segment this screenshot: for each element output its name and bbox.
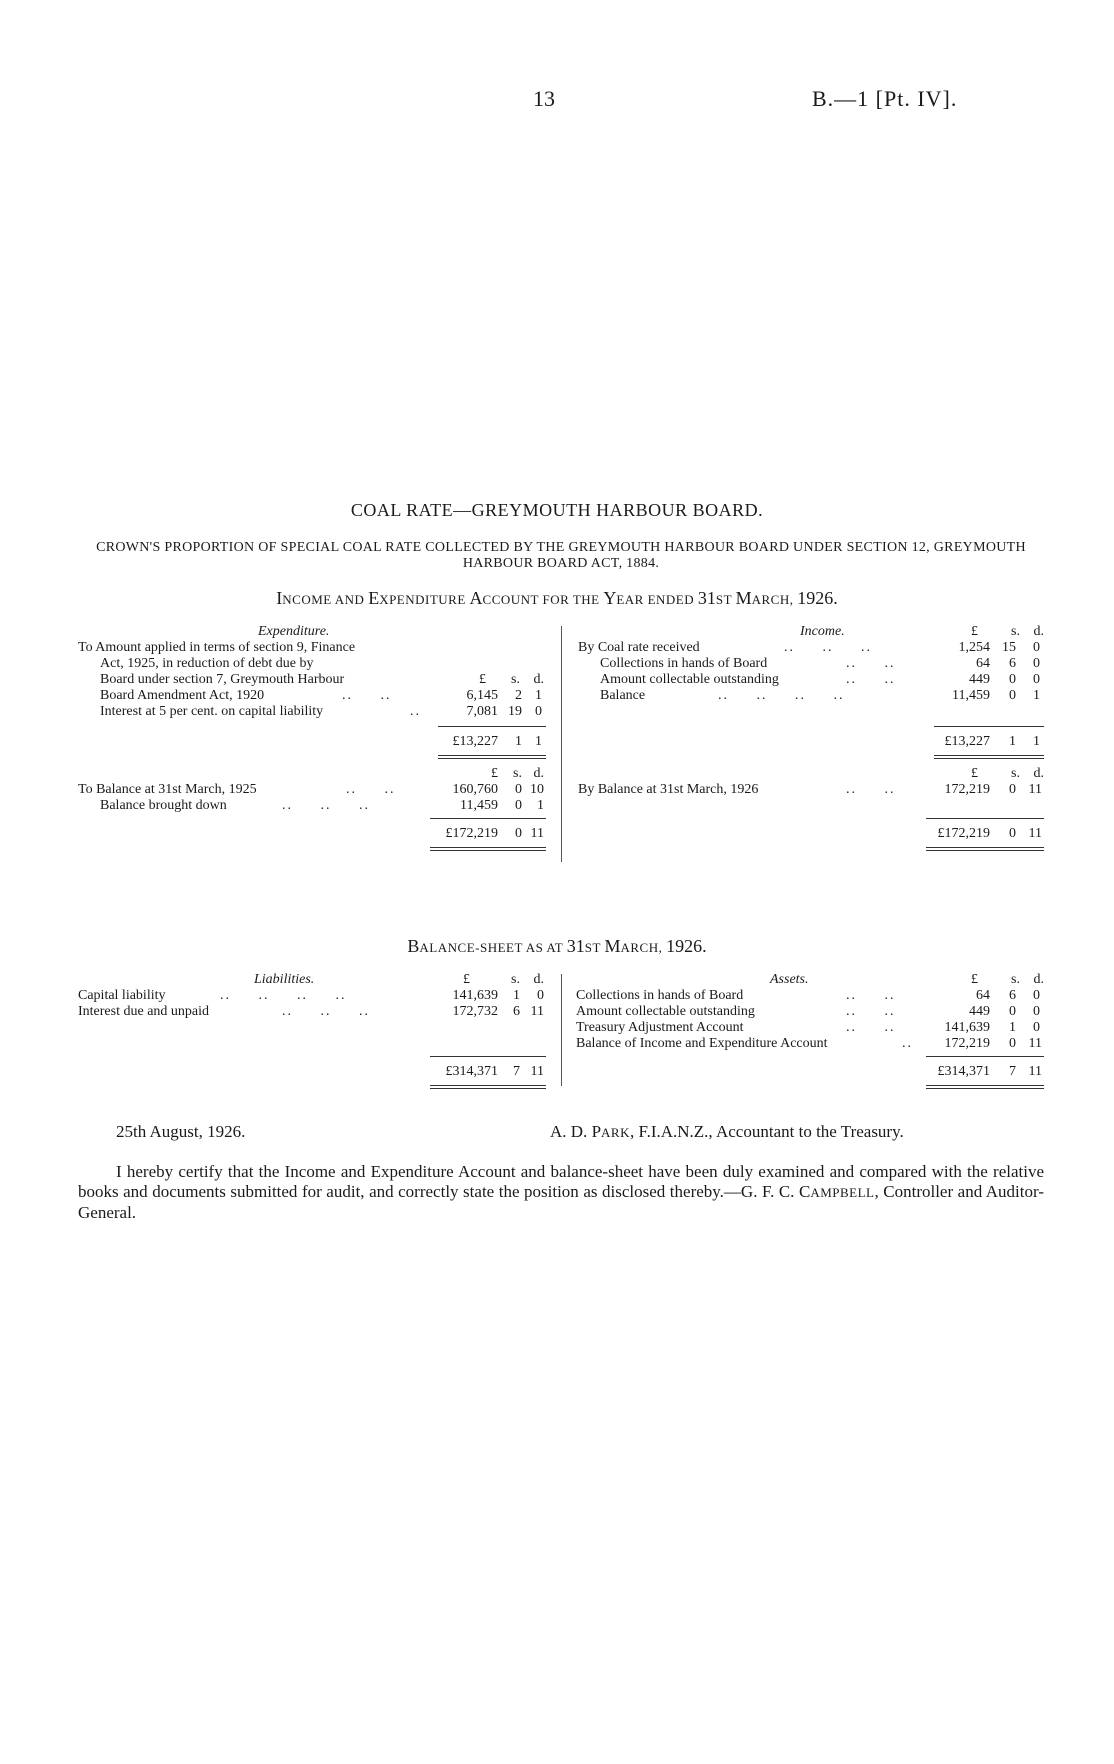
shillings-header: s. [511, 972, 520, 987]
balance-left-total-shillings: 0 [515, 826, 522, 841]
income-item-label: Amount collectable outstanding [600, 672, 779, 687]
leader-dots: .. .. .. [784, 640, 872, 655]
rule [430, 847, 546, 848]
balance-right-pence: 11 [1028, 782, 1042, 797]
income-pounds: 64 [976, 656, 990, 671]
rule [934, 755, 1044, 756]
expenditure-label: Expenditure. [258, 624, 330, 639]
leader-dots: .. .. .. [282, 1004, 370, 1019]
leader-dots: .. [410, 704, 421, 719]
pounds-header: £ [491, 766, 498, 781]
pence-header: d. [1033, 766, 1044, 781]
shillings-header: s. [1011, 624, 1020, 639]
leader-dots: .. .. [846, 1020, 896, 1035]
expenditure-total-pounds: £13,227 [452, 734, 498, 749]
asset-shillings: 1 [1009, 1020, 1016, 1035]
balance-right-shillings: 0 [1009, 782, 1016, 797]
asset-shillings: 0 [1009, 1004, 1016, 1019]
pounds-header: £ [971, 766, 978, 781]
liabilities-total-pence: 11 [530, 1064, 544, 1079]
asset-pounds: 141,639 [944, 1020, 990, 1035]
balance-right-label: By Balance at 31st March, 1926 [578, 782, 759, 797]
document-reference: B.—1 [Pt. IV]. [812, 86, 958, 111]
income-shillings: 0 [1009, 672, 1016, 687]
liability-pounds: 141,639 [452, 988, 498, 1003]
balance-right-total-shillings: 0 [1009, 826, 1016, 841]
income-pence: 1 [1033, 688, 1040, 703]
balance-left-pounds: 160,760 [452, 782, 498, 797]
income-total-shillings: 1 [1009, 734, 1016, 749]
asset-label: Collections in hands of Board [576, 988, 744, 1003]
income-item-label: Balance [600, 688, 646, 703]
pence-header: d. [1033, 624, 1044, 639]
rule [430, 1085, 546, 1086]
leader-dots: .. .. [346, 782, 396, 797]
balance-right-pounds: 172,219 [944, 782, 990, 797]
signoff-date: 25th August, 1926. [116, 1122, 246, 1141]
leader-dots: .. .. [846, 656, 896, 671]
income-pence: 0 [1033, 672, 1040, 687]
liability-pence: 0 [537, 988, 544, 1003]
balance-left-pounds: 11,459 [460, 798, 498, 813]
rule [926, 1088, 1044, 1089]
income-shillings: 6 [1009, 656, 1016, 671]
expenditure-pounds: 6,145 [466, 688, 498, 703]
rule [926, 847, 1044, 848]
leader-dots: .. .. [846, 672, 896, 687]
asset-label: Balance of Income and Expenditure Account [576, 1036, 828, 1051]
asset-pence: 11 [1028, 1036, 1042, 1051]
balance-right-total-pence: 11 [1028, 826, 1042, 841]
rule [934, 758, 1044, 759]
document-subtitle: CROWN'S PROPORTION OF SPECIAL COAL RATE COLLECTED BY THE GREYMOUTH HARBOUR BOARD UNDER SECTION 12, GREYMOUTH HARBOUR BOARD ACT, 1884. [96, 540, 1026, 571]
expenditure-line: Act, 1925, in reduction of debt due by [100, 656, 314, 671]
pounds-header: £ [971, 972, 978, 987]
rule [430, 818, 546, 819]
liabilities-total-pounds: £314,371 [445, 1064, 498, 1079]
asset-pence: 0 [1033, 1020, 1040, 1035]
rule [438, 726, 546, 727]
liability-shillings: 1 [513, 988, 520, 1003]
expenditure-shillings: 2 [515, 688, 522, 703]
income-pounds: 449 [969, 672, 990, 687]
balance-left-shillings: 0 [515, 798, 522, 813]
income-item-label: By Coal rate received [578, 640, 700, 655]
balance-left-shillings: 0 [515, 782, 522, 797]
pounds-header: £ [463, 972, 470, 987]
income-pounds: 11,459 [952, 688, 990, 703]
asset-pence: 0 [1033, 1004, 1040, 1019]
income-shillings: 0 [1009, 688, 1016, 703]
expenditure-shillings: 19 [508, 704, 522, 719]
leader-dots: .. .. [846, 988, 896, 1003]
assets-total-pounds: £314,371 [937, 1064, 990, 1079]
asset-pounds: 449 [969, 1004, 990, 1019]
page-number: 13 [533, 86, 555, 111]
pounds-header: £ [971, 624, 978, 639]
leader-dots: .. .. .. [282, 798, 370, 813]
balance-sheet-heading: BALANCE-SHEET AS AT 31ST MARCH, 1926. [407, 936, 707, 956]
liability-label: Interest due and unpaid [78, 1004, 210, 1019]
expenditure-line: Board under section 7, Greymouth Harbour [100, 672, 345, 687]
rule [438, 758, 546, 759]
asset-pence: 0 [1033, 988, 1040, 1003]
expenditure-pence: 0 [535, 704, 542, 719]
income-pounds: 1,254 [958, 640, 990, 655]
rule [438, 755, 546, 756]
income-account-heading: INCOME AND EXPENDITURE ACCOUNT FOR THE YEAR ENDED 31ST MARCH, 1926. [276, 588, 838, 608]
income-pence: 0 [1033, 640, 1040, 655]
liabilities-total-shillings: 7 [513, 1064, 520, 1079]
balance-left-total-pence: 11 [530, 826, 544, 841]
asset-label: Treasury Adjustment Account [576, 1020, 744, 1035]
liability-pounds: 172,732 [452, 1004, 498, 1019]
rule [926, 1085, 1044, 1086]
rule [430, 1088, 546, 1089]
liability-shillings: 6 [513, 1004, 520, 1019]
rule [430, 850, 546, 851]
expenditure-line: To Amount applied in terms of section 9, Finance [78, 640, 356, 655]
pence-header: d. [1033, 972, 1044, 987]
pence-header: d. [533, 972, 544, 987]
assets-label: Assets. [770, 972, 809, 987]
pence-header: d. [533, 766, 544, 781]
leader-dots: .. [902, 1036, 913, 1051]
leader-dots: .. .. .. .. [718, 688, 845, 703]
balance-left-pence: 10 [530, 782, 544, 797]
expenditure-total-pence: 1 [535, 734, 542, 749]
rule [934, 726, 1044, 727]
rule [926, 1056, 1044, 1057]
rule [926, 850, 1044, 851]
income-shillings: 15 [1002, 640, 1016, 655]
expenditure-total-shillings: 1 [515, 734, 522, 749]
expenditure-pence: 1 [535, 688, 542, 703]
signoff-signer: A. D. PARK, F.I.A.N.Z., Accountant to the Treasury. [550, 1122, 904, 1141]
balance-left-total-pounds: £172,219 [445, 826, 498, 841]
leader-dots: .. .. [846, 782, 896, 797]
expenditure-line: Board Amendment Act, 1920 [100, 688, 265, 703]
asset-label: Amount collectable outstanding [576, 1004, 755, 1019]
income-pence: 0 [1033, 656, 1040, 671]
pounds-header: £ [479, 672, 486, 687]
rule [430, 1056, 546, 1057]
assets-total-pence: 11 [1028, 1064, 1042, 1079]
balance-right-total-pounds: £172,219 [937, 826, 990, 841]
asset-pounds: 64 [976, 988, 990, 1003]
column-divider [561, 974, 562, 1086]
shillings-header: s. [1011, 766, 1020, 781]
income-total-pounds: £13,227 [944, 734, 990, 749]
liabilities-label: Liabilities. [254, 972, 315, 987]
pence-header: d. [533, 672, 544, 687]
document-title: COAL RATE—GREYMOUTH HARBOUR BOARD. [350, 500, 764, 520]
asset-pounds: 172,219 [944, 1036, 990, 1051]
balance-left-label: Balance brought down [100, 798, 227, 813]
expenditure-pounds: 7,081 [466, 704, 498, 719]
shillings-header: s. [511, 672, 520, 687]
liability-label: Capital liability [78, 988, 166, 1003]
balance-left-label: To Balance at 31st March, 1925 [78, 782, 257, 797]
liability-pence: 11 [530, 1004, 544, 1019]
leader-dots: .. .. [846, 1004, 896, 1019]
income-label: Income. [800, 624, 845, 639]
shillings-header: s. [513, 766, 522, 781]
balance-left-pence: 1 [537, 798, 544, 813]
expenditure-line: Interest at 5 per cent. on capital liability [100, 704, 324, 719]
shillings-header: s. [1011, 972, 1020, 987]
leader-dots: .. .. .. .. [220, 988, 347, 1003]
assets-total-shillings: 7 [1009, 1064, 1016, 1079]
asset-shillings: 6 [1009, 988, 1016, 1003]
column-divider [561, 626, 562, 862]
income-item-label: Collections in hands of Board [600, 656, 768, 671]
asset-shillings: 0 [1009, 1036, 1016, 1051]
rule [926, 818, 1044, 819]
leader-dots: .. .. [342, 688, 392, 703]
income-total-pence: 1 [1033, 734, 1040, 749]
audit-certificate: I hereby certify that the Income and Expenditure Account and balance-sheet have been duly examined and compared with the relative books and documents submitted for audit, and correctly state the position as disclosed thereby.—G. F. C. CAMPBELL, Controller and Auditor-General. [78, 1162, 1044, 1222]
